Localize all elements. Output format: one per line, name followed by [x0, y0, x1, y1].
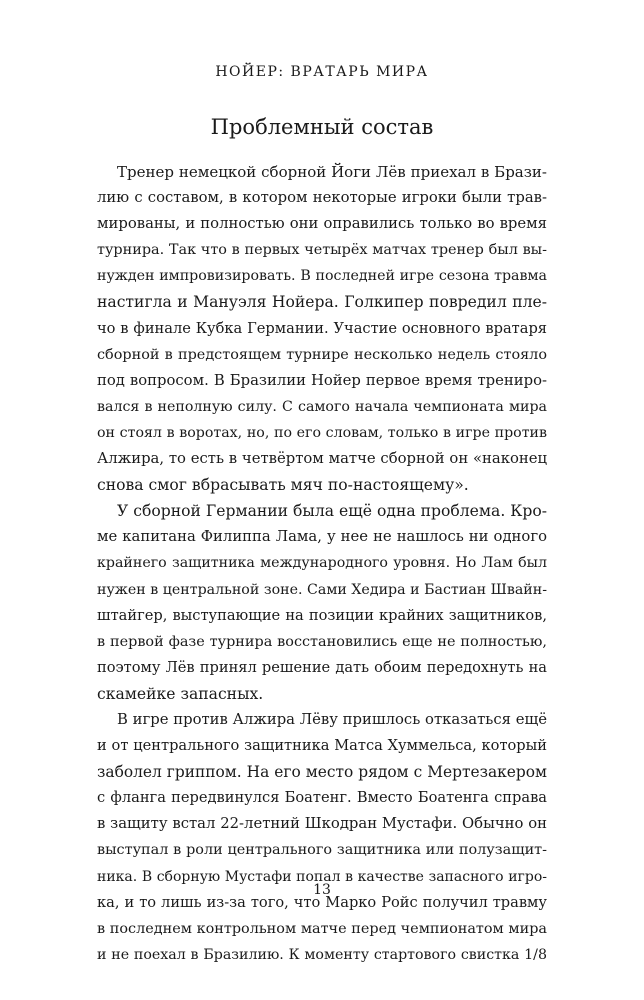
text-line: Тренер немецкой сборной Йоги Лёв приехал в Брази-: [117, 163, 547, 181]
text-line: крайнего защитника международного уровня. Но Лам был: [97, 555, 547, 572]
text-line: снова смог вбрасывать мяч по-настоящему».: [97, 476, 469, 495]
text-line: и не поехал в Бразилию. К моменту стартового свистка 1/8: [97, 946, 547, 963]
running-head: НОЙЕР: ВРАТАРЬ МИРА: [215, 64, 429, 80]
text-line: В игре против Алжира Лёву пришлось отказаться ещё: [117, 710, 547, 728]
text-line: поэтому Лёв принял решение дать обоим передохнуть на: [97, 658, 547, 676]
text-line: в первой фазе турнира восстановились еще не полностью,: [97, 633, 547, 650]
chapter-title: Проблемный состав: [210, 115, 434, 139]
paragraph-1: [97, 159, 547, 498]
text-line: лию с составом, в котором некоторые игроки были трав-: [97, 189, 547, 207]
text-line: турнира. Так что в первых четырёх матчах тренер был вы-: [97, 242, 547, 259]
text-line: скамейке запасных.: [97, 684, 264, 703]
page-number: 13: [313, 882, 331, 898]
text-line: в защиту встал 22-летний Шкодран Мустафи. Обычно он: [97, 815, 547, 833]
text-line: мированы, и полностью они оправились только во время: [97, 215, 547, 233]
body-text: [97, 159, 547, 968]
text-line: ме капитана Филиппа Лама, у нее не нашлось ни одного: [97, 528, 547, 546]
text-line: нужен в центральной зоне. Сами Хедира и Бастиан Швайн-: [97, 581, 547, 598]
text-line: У сборной Германии была ещё одна проблема. Кро-: [117, 502, 547, 521]
text-line: он стоял в воротах, но, по его словам, только в игре против: [97, 424, 547, 441]
text-line: заболел гриппом. На его место рядом с Мертезакером: [97, 763, 547, 782]
text-line: выступал в роли центрального защитника или полузащит-: [97, 842, 547, 859]
text-line: ника. В сборную Мустафи попал в качестве запасного игро-: [97, 868, 547, 885]
text-line: настигла и Мануэля Нойера. Голкипер повредил пле-: [97, 293, 547, 312]
paragraph-3: [97, 707, 547, 968]
paragraph-2: [97, 498, 547, 707]
text-line: Алжира, то есть в четвёртом матче сборной он «наконец: [97, 450, 547, 468]
text-line: нужден импровизировать. В последней игре сезона травма: [97, 268, 547, 285]
text-line: сборной в предстоящем турнире несколько недель стояло: [97, 346, 547, 363]
text-line: вался в неполную силу. С самого начала чемпионата мира: [97, 398, 547, 415]
text-line: чо в финале Кубка Германии. Участие основного вратаря: [97, 319, 547, 337]
text-line: под вопросом. В Бразилии Нойер первое время трениро-: [97, 371, 547, 389]
text-line: в последнем контрольном матче перед чемпионатом мира: [97, 920, 547, 937]
text-line: ка, и то лишь из-за того, что Марко Ройс получил травму: [97, 893, 547, 911]
text-line: штайгер, выступающие на позиции крайних защитников,: [97, 606, 547, 624]
text-line: и от центрального защитника Матса Хуммельса, который: [97, 737, 547, 755]
text-line: с фланга передвинулся Боатенг. Вместо Боатенга справа: [97, 789, 547, 807]
